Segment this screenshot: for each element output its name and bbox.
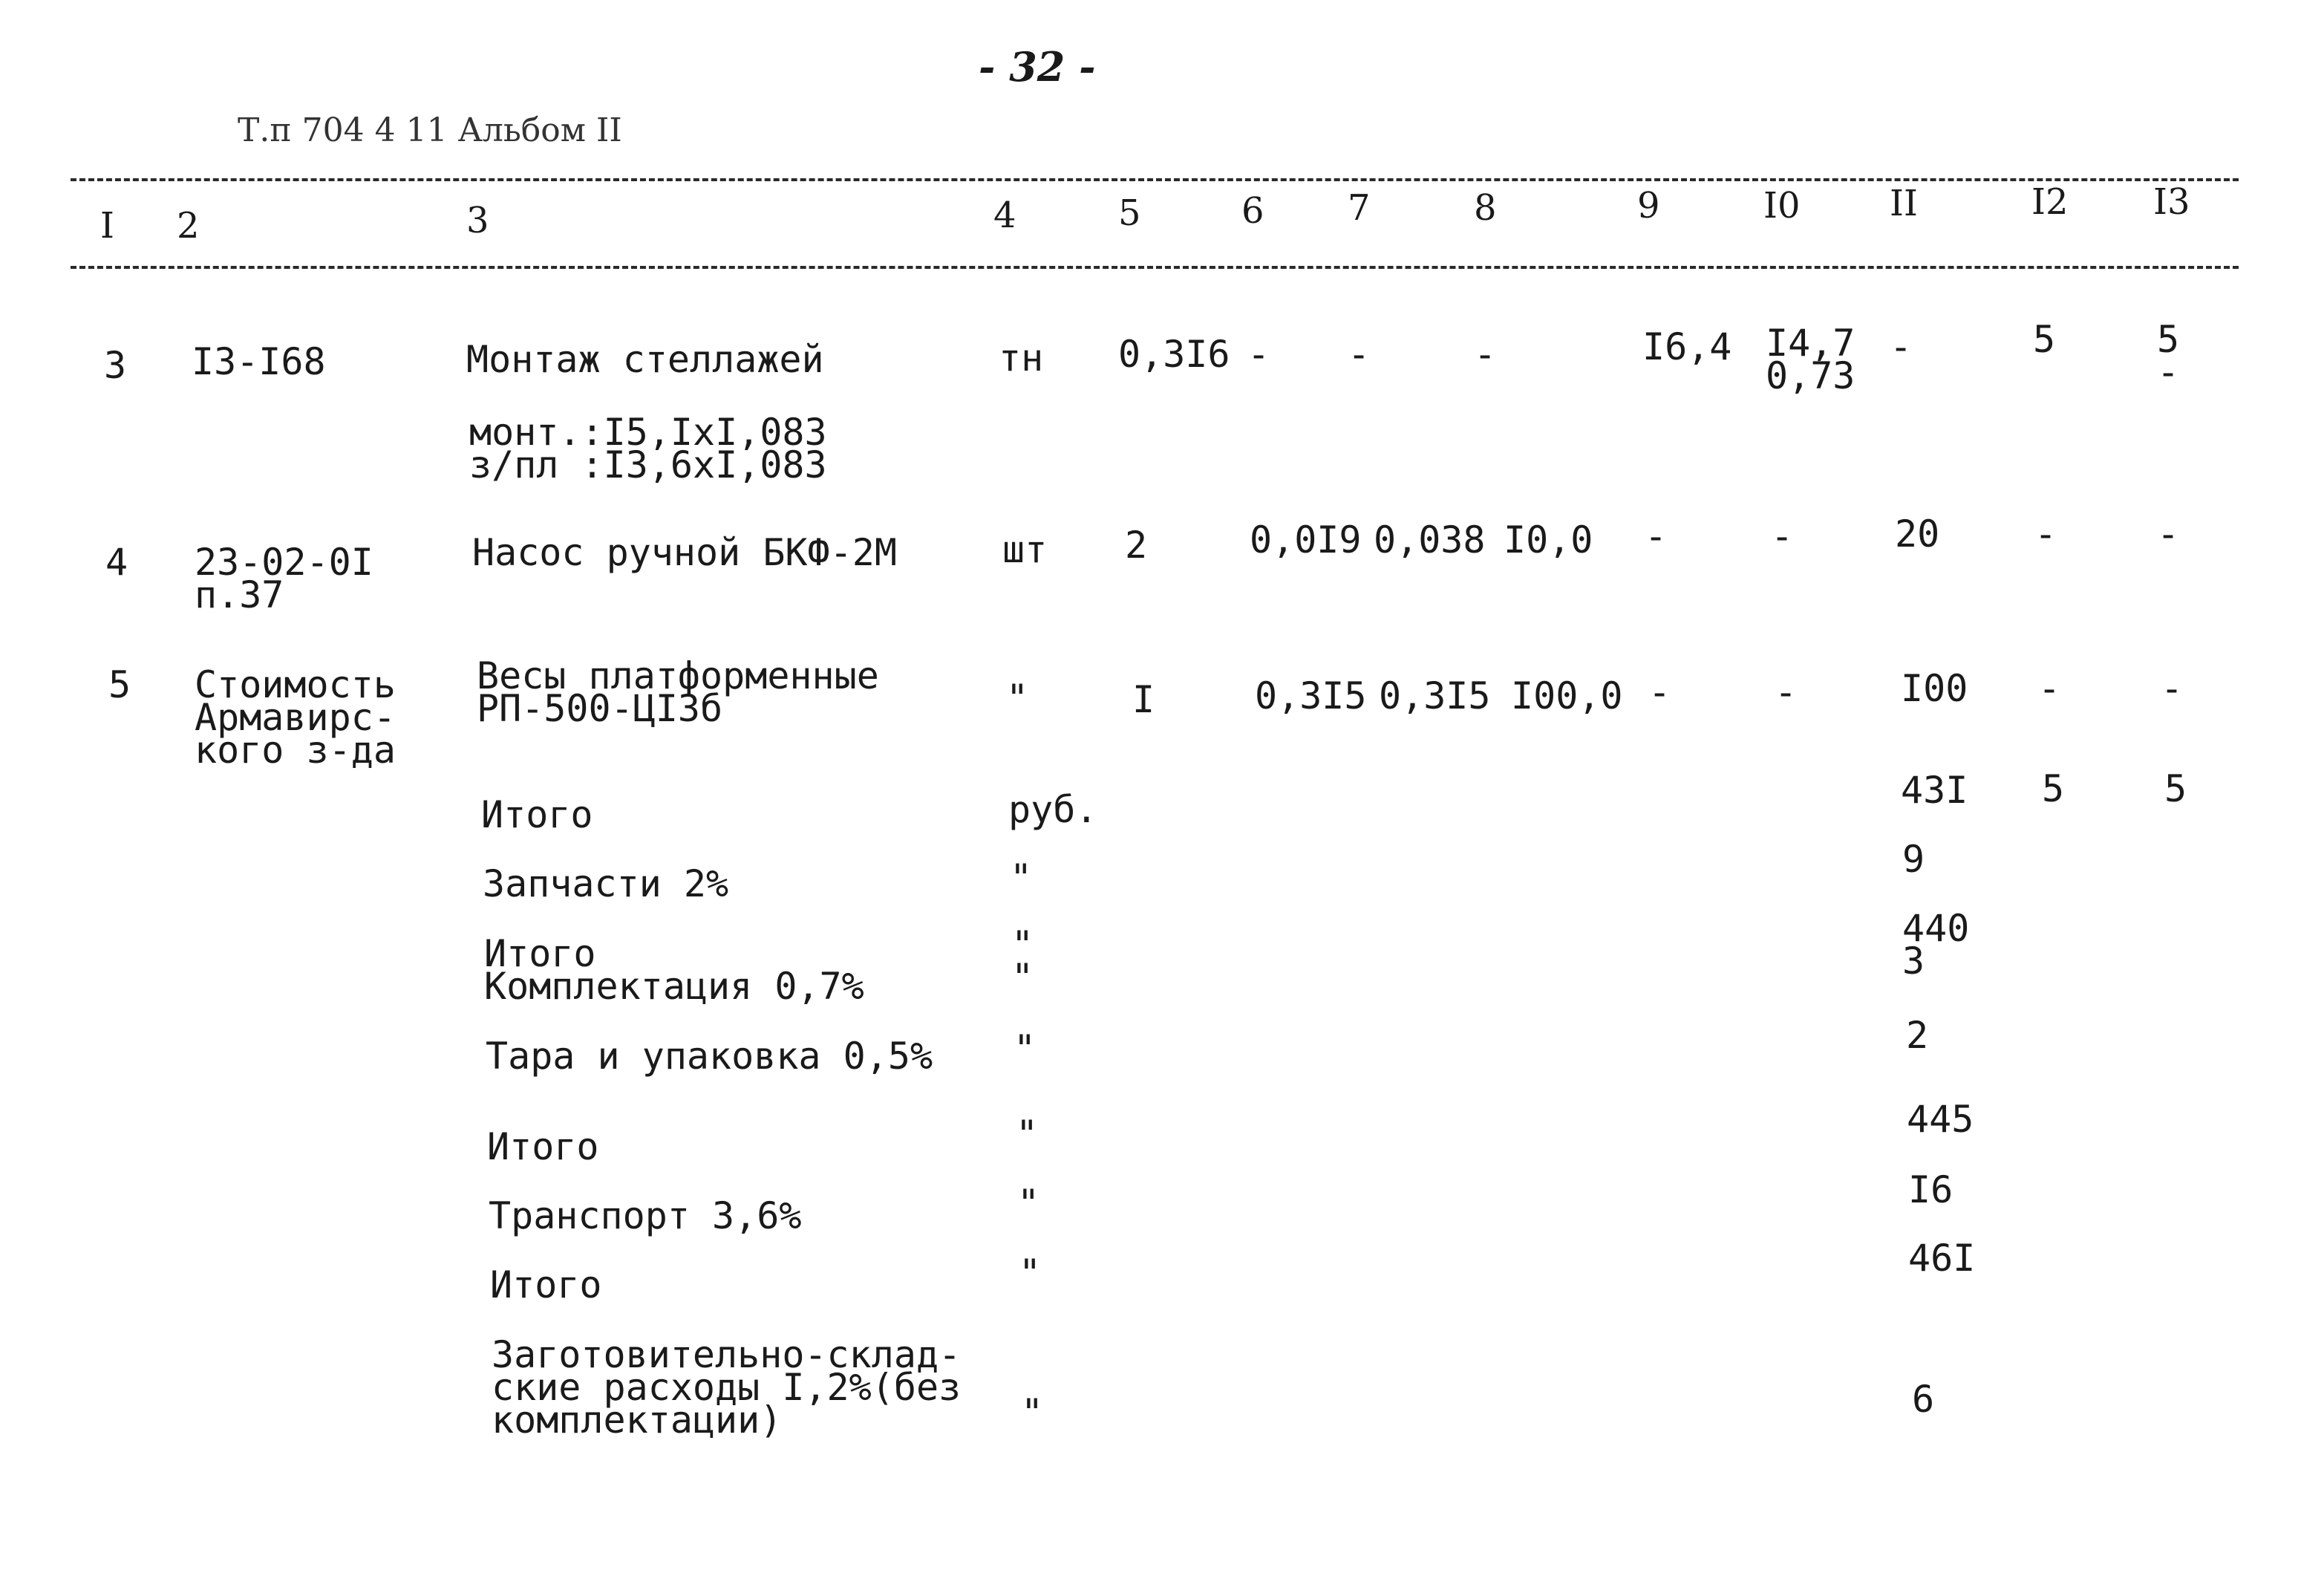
col-header-6: 6 <box>1241 190 1264 232</box>
col-9-value: I6,4 <box>1642 325 1732 368</box>
col-header-2: 2 <box>177 205 200 247</box>
col-header-7: 7 <box>1348 187 1371 229</box>
col-6-value: - <box>1247 333 1270 376</box>
summary-label: Итого <box>481 793 593 836</box>
col-7-value: 0,038 <box>1374 518 1486 561</box>
quantity: 2 <box>1125 524 1148 567</box>
col-8-value: - <box>1474 333 1497 376</box>
item-name: Насос ручной БКФ-2М <box>472 531 897 574</box>
summary-label: Итого <box>487 1125 599 1168</box>
col-header-1: I <box>100 205 114 247</box>
summary-label: Итого Комплектация 0,7% <box>484 932 864 1008</box>
unit: " <box>1006 677 1029 720</box>
summary-unit: " <box>1019 1251 1042 1295</box>
summary-label: Тара и упаковка 0,5% <box>486 1035 933 1078</box>
norm-code: I3-I68 <box>192 340 326 383</box>
summary-unit: " <box>1017 1182 1040 1225</box>
col-8-value: I0,0 <box>1504 518 1593 561</box>
col-12-value: 5 <box>2033 318 2056 361</box>
summary-label: Заготовительно-склад- ские расходы I,2%(без комплектации) <box>492 1333 962 1442</box>
col-10-value: - <box>1775 671 1798 714</box>
col-11-value: - <box>1890 325 1913 368</box>
col-9-value: - <box>1648 671 1671 714</box>
col-6-value: 0,0I9 <box>1250 518 1362 561</box>
summary-value: 46I <box>1908 1237 1976 1280</box>
col-10-value: - <box>1771 515 1794 558</box>
row-number: 3 <box>104 344 127 387</box>
summary-value: I6 <box>1908 1168 1953 1211</box>
col-6-value: 0,3I5 <box>1255 674 1367 717</box>
col-11-value: I00 <box>1901 667 1968 710</box>
col-7-value: - <box>1348 333 1371 376</box>
summary-label: Запчасти 2% <box>483 862 729 905</box>
col-12-value: - <box>2038 667 2061 710</box>
summary-unit: " <box>1021 1391 1044 1434</box>
row-number: 4 <box>105 541 128 584</box>
quantity: 0,3I6 <box>1118 333 1230 376</box>
summary-value: 440 3 <box>1902 907 1970 983</box>
summary-col-12-value: 5 <box>2042 767 2065 810</box>
summary-value: 43I <box>1901 769 1968 812</box>
document-reference: Т.п 704 4 11 Альбом II <box>238 111 622 149</box>
col-header-9: 9 <box>1637 185 1660 227</box>
col-7-value: 0,3I5 <box>1379 674 1491 717</box>
summary-label: Итого <box>490 1263 602 1306</box>
summary-unit: " <box>1010 856 1033 899</box>
col-8-value: I00,0 <box>1511 674 1623 717</box>
summary-value: 445 <box>1907 1098 1974 1141</box>
header-top-rule <box>71 178 2239 181</box>
item-name: Весы платформенные РП-500-ЦI3б <box>477 654 879 730</box>
col-header-13: I3 <box>2153 181 2190 223</box>
quantity: I <box>1132 678 1155 721</box>
col-9-value: - <box>1645 515 1668 558</box>
page-number: - 32 - <box>979 43 1096 91</box>
summary-unit: " " <box>1011 923 1034 999</box>
col-13-value: - <box>2161 667 2184 710</box>
summary-value: 9 <box>1902 838 1925 881</box>
col-header-8: 8 <box>1474 187 1497 229</box>
col-header-10: I0 <box>1763 185 1801 227</box>
col-header-12: I2 <box>2031 181 2069 223</box>
summary-unit: " <box>1016 1113 1039 1156</box>
norm-code: Стоимость Армавирс- кого з-да <box>195 663 396 772</box>
col-header-5: 5 <box>1118 192 1141 234</box>
col-header-11: II <box>1890 183 1918 224</box>
col-13-value: - <box>2157 512 2180 556</box>
summary-label: Транспорт 3,6% <box>489 1194 802 1237</box>
col-10-value: I4,7 0,73 <box>1766 322 1855 397</box>
col-12-value: - <box>2034 512 2057 556</box>
col-13-value: 5 - <box>2157 318 2180 394</box>
item-note: монт.:I5,IxI,083 з/пл :I3,6xI,083 <box>469 411 827 486</box>
unit: шт <box>1002 528 1048 571</box>
summary-unit: руб. <box>1008 788 1098 831</box>
col-11-value: 20 <box>1895 512 1940 556</box>
item-name: Монтаж стеллажей <box>466 338 824 381</box>
norm-code: 23-02-0I п.37 <box>195 541 373 616</box>
unit: тн <box>999 336 1044 380</box>
col-header-4: 4 <box>993 195 1016 236</box>
header-bottom-rule <box>71 266 2239 269</box>
summary-value: 2 <box>1906 1014 1929 1057</box>
summary-col-13-value: 5 <box>2164 767 2187 810</box>
summary-unit: " <box>1014 1027 1037 1070</box>
summary-value: 6 <box>1912 1378 1935 1421</box>
row-number: 5 <box>108 663 131 706</box>
col-header-3: 3 <box>466 200 489 241</box>
